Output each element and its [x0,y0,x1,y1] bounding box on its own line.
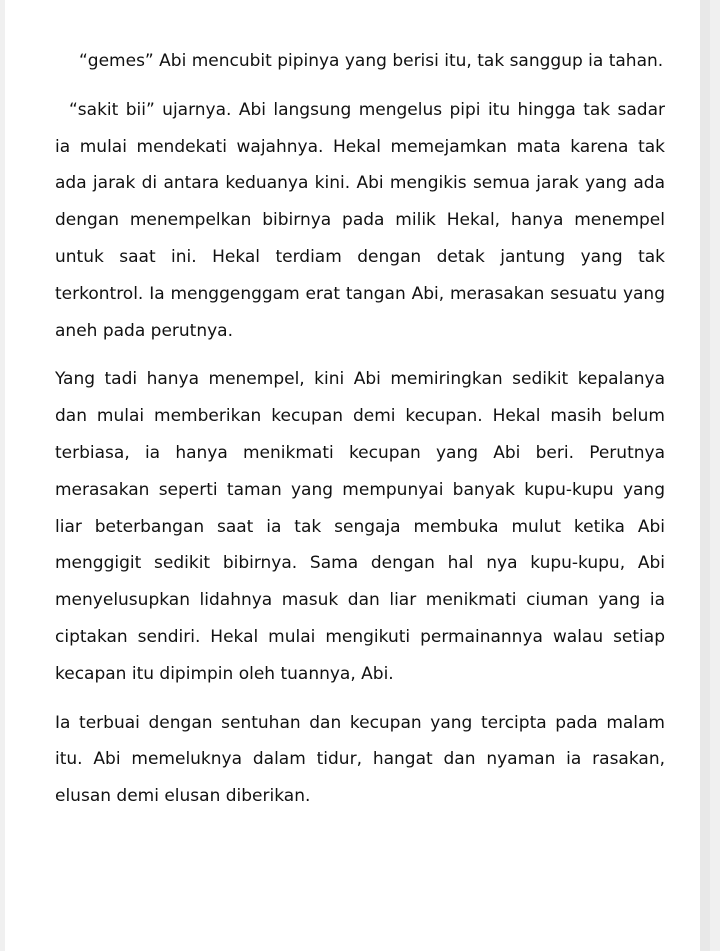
paragraph-3: Yang tadi hanya menempel, kini Abi memiringkan sedikit kepalanya dan mulai memberikan kecupan demi kecupan. Hekal masih belum terbiasa, ia hanya menikmati kecupan yang Abi beri. Perutnya merasakan seperti taman yang mempunyai banyak kupu-kupu yang liar beterbangan saat ia tak sengaja membuka mulut ketika Abi menggigit sedikit bibirnya. Sama dengan hal nya kupu-kupu, Abi menyelusupkan lidahnya masuk dan liar menikmati ciuman yang ia ciptakan sendiri. Hekal mulai mengikuti permainannya walau setiap kecapan itu dipimpin oleh tuannya, Abi. [55,369,665,684]
paragraph-1: “gemes” Abi mencubit pipinya yang berisi itu, tak sanggup ia tahan. [79,51,664,71]
document-body [55,43,665,827]
paragraph-2: “sakit bii” ujarnya. Abi langsung mengelus pipi itu hingga tak sadar ia mulai mendekati wajahnya. Hekal memejamkan mata karena tak ada jarak di antara keduanya kini. Abi mengikis semua jarak yang ada dengan menempelkan bibirnya pada milik Hekal, hanya menempel untuk saat ini. Hekal terdiam dengan detak jantung yang tak terkontrol. Ia menggenggam erat tangan Abi, merasakan sesuatu yang aneh pada perutnya. [55,99,665,341]
page-edge [700,0,710,951]
document-page [5,0,710,951]
paragraph-4: Ia terbuai dengan sentuhan dan kecupan yang tercipta pada malam itu. Abi memeluknya dalam tidur, hangat dan nyaman ia rasakan, elusan demi elusan diberikan. [55,712,665,807]
